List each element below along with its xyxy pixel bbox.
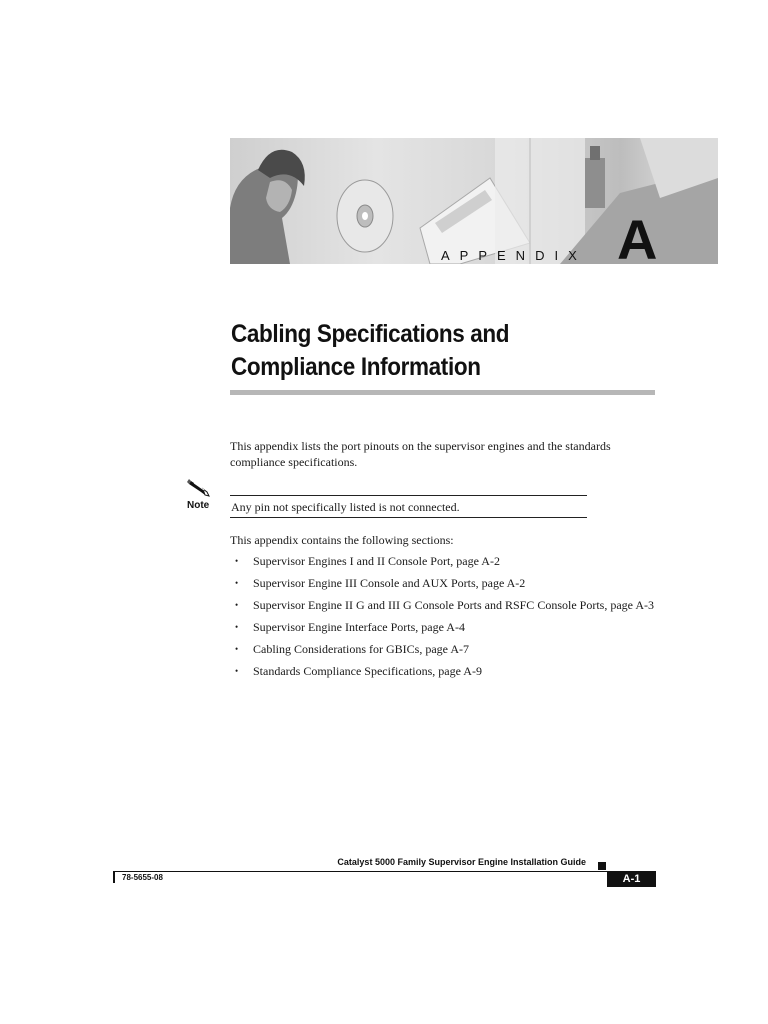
title-divider bbox=[230, 390, 655, 395]
section-link[interactable]: Cabling Considerations for GBICs, page A-7 bbox=[253, 642, 469, 656]
note-text: Any pin not specifically listed is not connected. bbox=[231, 500, 460, 514]
footer-guide-title: Catalyst 5000 Family Supervisor Engine Installation Guide bbox=[337, 857, 586, 867]
intro-paragraph: This appendix lists the port pinouts on the supervisor engines and the standards compliance specifications. bbox=[230, 439, 611, 469]
sections-list bbox=[230, 554, 670, 686]
bullet-icon: • bbox=[235, 556, 239, 566]
bullet-icon: • bbox=[235, 666, 239, 676]
bullet-icon: • bbox=[235, 622, 239, 632]
note-divider-bottom bbox=[230, 517, 587, 518]
list-item[interactable] bbox=[230, 664, 670, 679]
document-number: 78-5655-08 bbox=[122, 873, 163, 882]
section-link[interactable]: Supervisor Engine Interface Ports, page A-4 bbox=[253, 620, 465, 634]
list-item[interactable] bbox=[230, 598, 670, 613]
page-title bbox=[231, 318, 613, 384]
bullet-icon: • bbox=[235, 644, 239, 654]
section-link[interactable]: Standards Compliance Specifications, page A-9 bbox=[253, 664, 482, 678]
list-item[interactable] bbox=[230, 576, 670, 591]
section-link[interactable]: Supervisor Engine II G and III G Console Ports and RSFC Console Ports, page A-3 bbox=[253, 598, 654, 612]
appendix-letter: A bbox=[617, 208, 658, 271]
bullet-icon: • bbox=[235, 600, 239, 610]
appendix-label: APPENDIX bbox=[441, 248, 587, 263]
bullet-icon: • bbox=[235, 578, 239, 588]
sections-intro: This appendix contains the following sections: bbox=[230, 533, 454, 547]
section-link[interactable]: Supervisor Engines I and II Console Port, page A-2 bbox=[253, 554, 500, 568]
footer-divider bbox=[113, 871, 656, 872]
list-item[interactable] bbox=[230, 642, 670, 657]
note-divider-top bbox=[230, 495, 587, 496]
page-title-line-2: Compliance Information bbox=[231, 353, 481, 381]
list-item[interactable] bbox=[230, 554, 670, 569]
footer-marker bbox=[598, 862, 606, 870]
note-label: Note bbox=[187, 500, 210, 511]
list-item[interactable] bbox=[230, 620, 670, 635]
page-number: A-1 bbox=[607, 871, 656, 887]
page-title-line-1: Cabling Specifications and bbox=[231, 320, 510, 348]
section-link[interactable]: Supervisor Engine III Console and AUX Ports, page A-2 bbox=[253, 576, 526, 590]
footer-tick-mark bbox=[113, 871, 115, 883]
